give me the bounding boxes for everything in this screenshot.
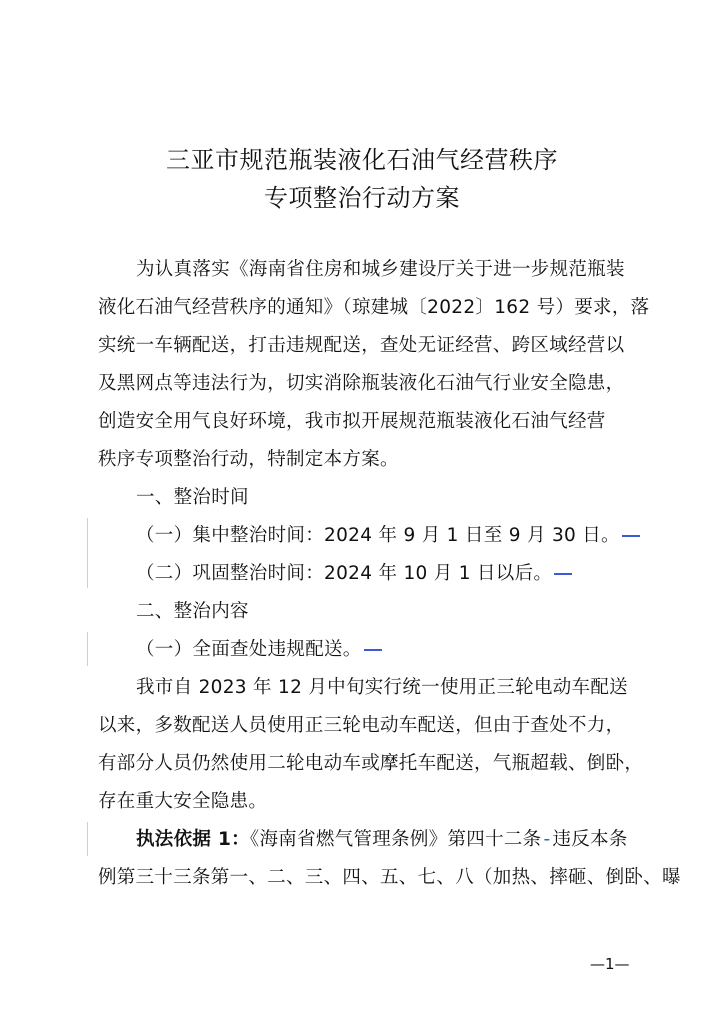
- paragraph-3-line-1: 例第三十三条第一、二、三、四、五、七、八（加热、摔砸、倒卧、曝: [98, 867, 681, 888]
- revision-mark: [554, 573, 572, 575]
- change-bar: [87, 518, 88, 588]
- revision-mark: -: [543, 829, 551, 850]
- document-title-line-2: 专项整治行动方案: [264, 184, 460, 212]
- paragraph-2-line-1: 我市自 2023 年 12 月中旬实行统一使用正三轮电动车配送: [136, 677, 628, 698]
- change-bar: [87, 822, 88, 856]
- paragraph-1-line-1: 为认真落实《海南省住房和城乡建设厅关于进一步规范瓶装: [136, 259, 625, 280]
- paragraph-1-line-2: 液化石油气经营秩序的通知》（琼建城〔2022〕162 号）要求，落: [98, 297, 650, 318]
- section-1-item-2: [136, 563, 696, 585]
- paragraph-1-line-4: 及黑网点等违法行为，切实消除瓶装液化石油气行业安全隐患，: [98, 373, 625, 394]
- enforcement-basis-line: [136, 829, 696, 851]
- paragraph-1-line-3: 实统一车辆配送，打击违规配送，查处无证经营、跨区域经营以: [98, 335, 625, 356]
- section-1-item-1-text: （一）集中整治时间：2024 年 9 月 1 日至 9 月 30 日。: [136, 525, 620, 546]
- paragraph-1-line-6: 秩序专项整治行动，特制定本方案。: [98, 449, 399, 470]
- document-title-line-1: 三亚市规范瓶装液化石油气经营秩序: [166, 146, 558, 174]
- page-number: —1—: [590, 955, 630, 973]
- enforcement-basis-text: 《海南省燃气管理条例》第四十二条: [249, 829, 542, 850]
- enforcement-basis-label: 执法依据 1：: [136, 829, 250, 850]
- paragraph-2-line-2: 以来，多数配送人员使用正三轮电动车配送，但由于查处不力，: [98, 715, 625, 736]
- section-2-item-1: [136, 639, 696, 661]
- section-2-item-1-text: （一）全面查处违规配送。: [136, 639, 362, 660]
- section-1-item-2-text: （二）巩固整治时间：2024 年 10 月 1 日以后。: [136, 563, 553, 584]
- paragraph-1-line-5: 创造安全用气良好环境，我市拟开展规范瓶装液化石油气经营: [98, 411, 606, 432]
- section-2-heading: 二、整治内容: [136, 601, 249, 622]
- paragraph-2-line-4: 存在重大安全隐患。: [98, 791, 268, 812]
- paragraph-2-line-3: 有部分人员仍然使用二轮电动车或摩托车配送，气瓶超载、倒卧，: [98, 753, 644, 774]
- enforcement-basis-tail: 违反本条: [552, 829, 628, 850]
- section-1-heading: 一、整治时间: [136, 487, 249, 508]
- section-1-item-1: [136, 525, 696, 547]
- revision-mark: [622, 535, 640, 537]
- change-bar: [87, 632, 88, 666]
- revision-mark: [364, 649, 382, 651]
